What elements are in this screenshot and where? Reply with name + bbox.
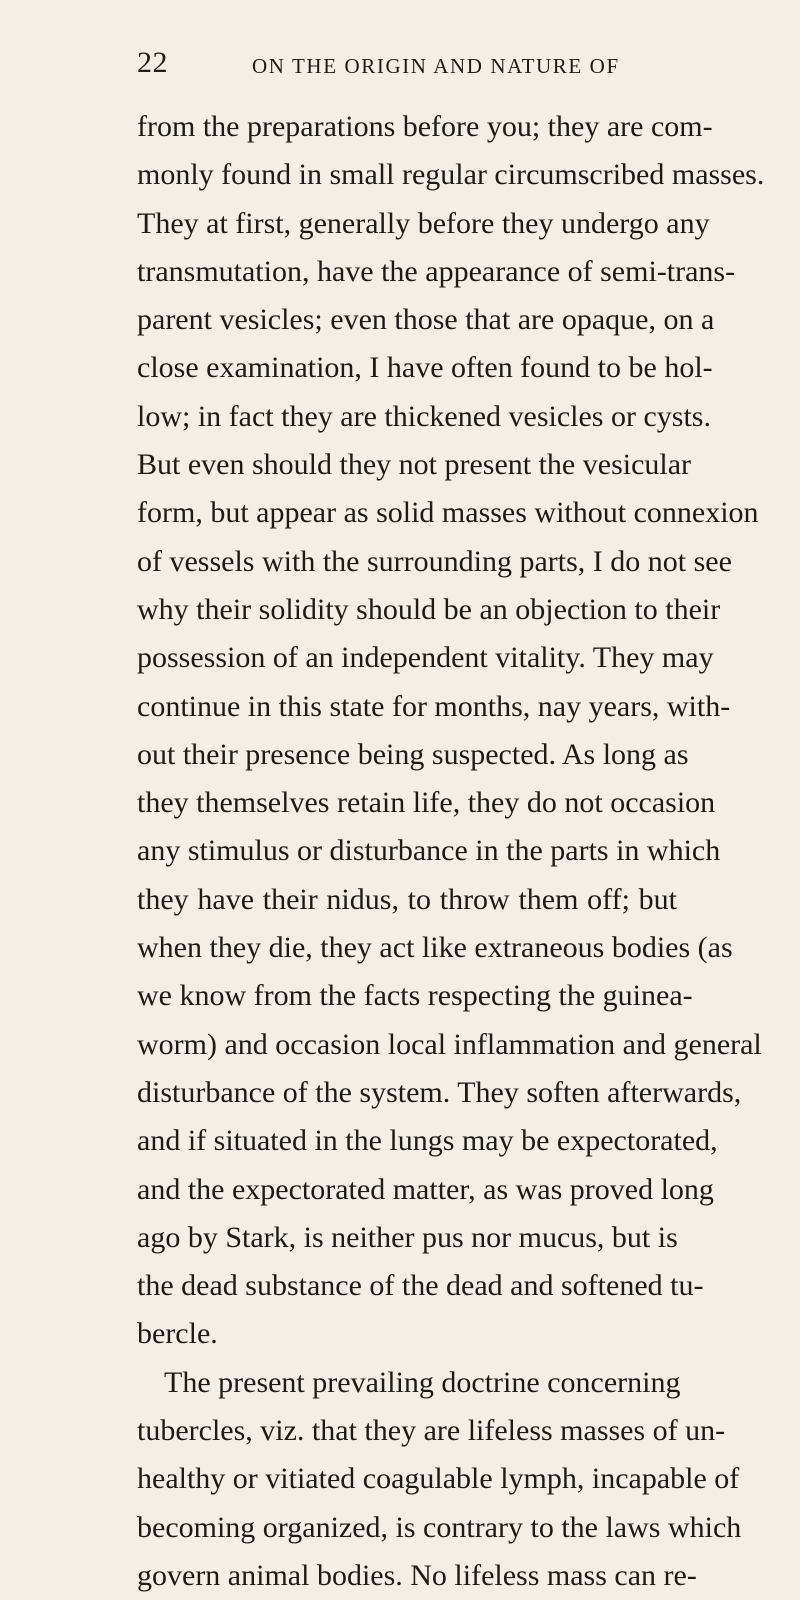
text-line: They at first, generally before they undergo any (137, 206, 710, 240)
text-line: we know from the facts respecting the guinea- (137, 979, 693, 1013)
text-line: they themselves retain life, they do not occasion (137, 786, 716, 820)
page-header (137, 42, 697, 82)
text-line: govern animal bodies. No lifeless mass can re- (137, 1558, 697, 1592)
text-line: worm) and occasion local inflammation and general (137, 1027, 762, 1061)
text-line: when they die, they act like extraneous bodies (as (137, 931, 733, 965)
text-line: of vessels with the surrounding parts, I do not see (137, 544, 732, 578)
running-head: ON THE ORIGIN AND NATURE OF (252, 54, 620, 78)
text-line: low; in fact they are thickened vesicles or cysts. (137, 399, 711, 433)
text-line: from the preparations before you; they are com- (137, 110, 713, 143)
page-number: 22 (137, 46, 168, 79)
text-line: But even should they not present the vesicular (137, 448, 692, 482)
text-line: and if situated in the lungs may be expectorated, (137, 1124, 718, 1158)
text-line: any stimulus or disturbance in the parts in which (137, 834, 721, 868)
text-line: parent vesicles; even those that are opaque, on a (137, 303, 715, 337)
text-line: continue in this state for months, nay years, with- (137, 689, 731, 723)
body-text (137, 103, 765, 1600)
text-line: possession of an independent vitality. They may (137, 641, 714, 675)
text-line-paragraph-end: bercle. (137, 1317, 218, 1351)
text-line: and the expectorated matter, as was proved long (137, 1172, 714, 1206)
text-line: the dead substance of the dead and softened tu- (137, 1269, 704, 1303)
text-line: they have their nidus, to throw them off; but (137, 882, 677, 916)
text-line: ago by Stark, is neither pus nor mucus, but is (137, 1220, 678, 1254)
text-line: tubercles, viz. that they are lifeless masses of un- (137, 1414, 726, 1448)
text-line: healthy or vitiated coagulable lymph, incapable of (137, 1462, 740, 1496)
text-line: close examination, I have often found to be hol- (137, 351, 713, 385)
text-line: becoming organized, is contrary to the laws which (137, 1510, 742, 1544)
text-line: disturbance of the system. They soften afterwards, (137, 1075, 742, 1109)
text-line: transmutation, have the appearance of semi-trans- (137, 254, 736, 288)
text-line: out their presence being suspected. As long as (137, 737, 689, 771)
text-line: monly found in small regular circumscribed masses. (137, 158, 765, 192)
text-line: why their solidity should be an objection to their (137, 592, 721, 626)
text-line: form, but appear as solid masses without connexion (137, 496, 759, 530)
text-line-paragraph-start: The present prevailing doctrine concerning (164, 1365, 681, 1399)
